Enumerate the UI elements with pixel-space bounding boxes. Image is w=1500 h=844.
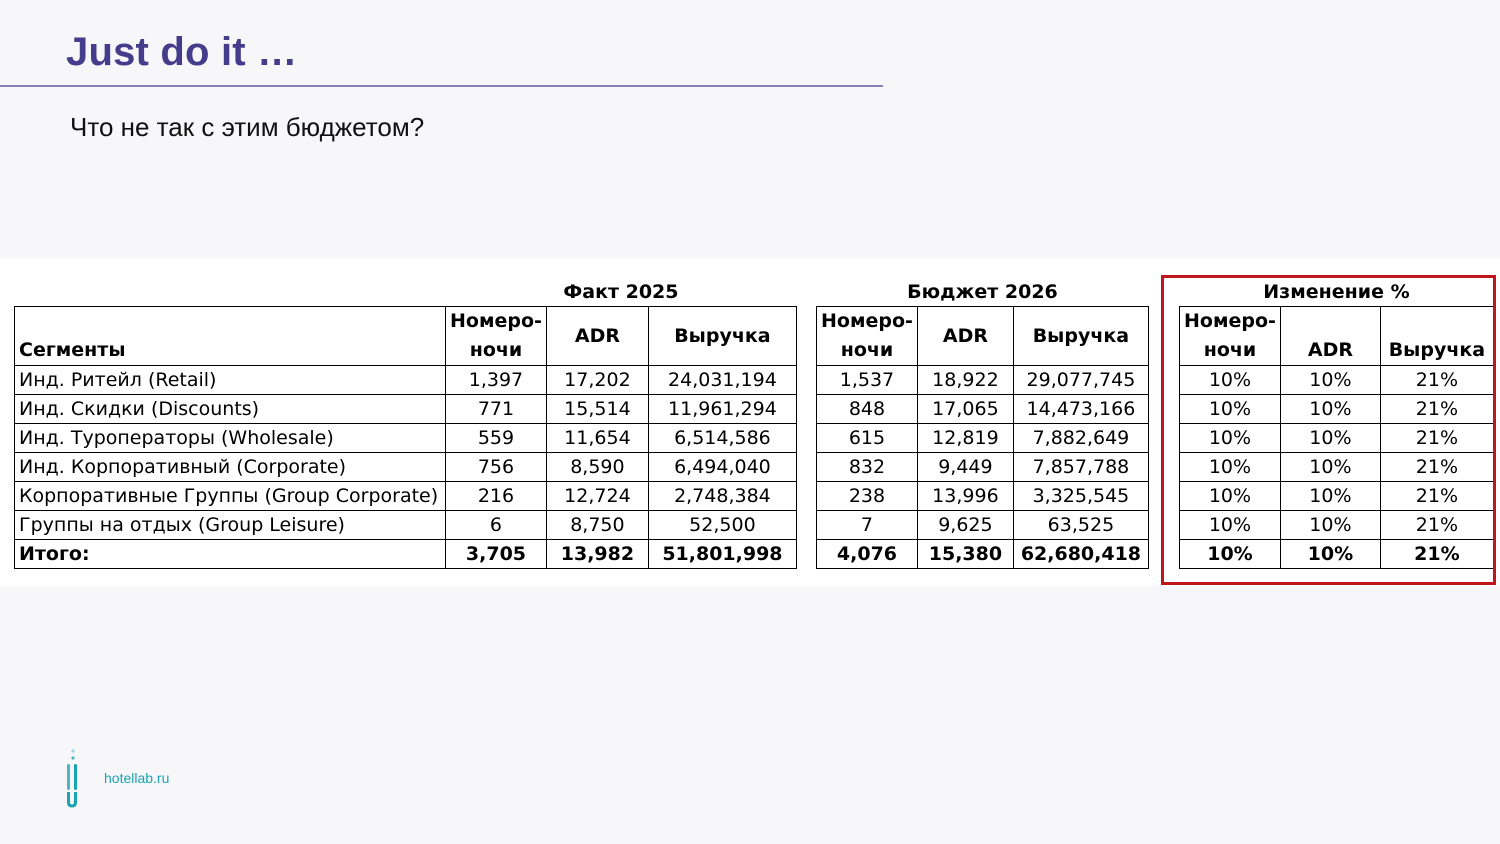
cell-bud-rn: 238 — [817, 482, 918, 511]
cell-ch-rev: 21% — [1380, 424, 1493, 453]
cell-ch-rn: 10% — [1180, 511, 1281, 540]
cell-bud-adr: 13,996 — [917, 482, 1013, 511]
cell-ch-rn: 10% — [1180, 366, 1281, 395]
cell-ch-rev: 21% — [1380, 395, 1493, 424]
table-row — [817, 511, 1149, 540]
slide-subtitle: Что не так с этим бюджетом? — [70, 112, 425, 142]
fact-room-nights-header: Номеро- ночи — [446, 307, 547, 366]
cell-ch-rn: 10% — [1180, 482, 1281, 511]
table-row — [15, 395, 797, 424]
table-row — [817, 424, 1149, 453]
segment-name: Инд. Ритейл (Retail) — [15, 366, 446, 395]
segment-name: Группы на отдых (Group Leisure) — [15, 511, 446, 540]
cell-ch-rev: 21% — [1380, 511, 1493, 540]
table-row — [15, 453, 797, 482]
cell-fact-adr: 8,590 — [546, 453, 648, 482]
slide-title: Just do it … — [66, 30, 298, 74]
cell-ch-adr: 10% — [1280, 395, 1380, 424]
cell-ch-rev: 21% — [1380, 453, 1493, 482]
fact-2025-group-header: Факт 2025 — [563, 281, 679, 303]
budget-2026-rows — [817, 366, 1149, 569]
cell-bud-rev: 7,857,788 — [1013, 453, 1148, 482]
cell-ch-rev: 21% — [1380, 366, 1493, 395]
cell-fact-rev: 52,500 — [648, 511, 796, 540]
table-row — [15, 511, 797, 540]
cell-bud-rev: 63,525 — [1013, 511, 1148, 540]
cell-fact-adr: 17,202 — [546, 366, 648, 395]
cell-ch-adr: 10% — [1280, 482, 1380, 511]
table-row — [817, 395, 1149, 424]
cell-bud-rev: 29,077,745 — [1013, 366, 1148, 395]
cell-bud-adr: 17,065 — [917, 395, 1013, 424]
table-row — [817, 482, 1149, 511]
budget-adr-header: ADR — [917, 307, 1013, 366]
cell-bud-adr: 18,922 — [917, 366, 1013, 395]
cell-ch-rn: 10% — [1180, 453, 1281, 482]
budget-2026-group-header: Бюджет 2026 — [907, 281, 1058, 303]
cell-fact-adr: 11,654 — [546, 424, 648, 453]
total-row — [15, 540, 797, 569]
fact-adr-header: ADR — [546, 307, 648, 366]
segment-name: Инд. Туроператоры (Wholesale) — [15, 424, 446, 453]
cell-fact-rev: 6,494,040 — [648, 453, 796, 482]
cell-ch-rev: 21% — [1380, 482, 1493, 511]
hotellab-logo-icon — [64, 748, 80, 808]
change-highlight-box — [1161, 275, 1496, 585]
cell-ch-rn: 10% — [1180, 424, 1281, 453]
cell-fact-rn: 756 — [446, 453, 547, 482]
cell-bud-rev: 14,473,166 — [1013, 395, 1148, 424]
cell-fact-adr: 12,724 — [546, 482, 648, 511]
cell-bud-adr: 9,449 — [917, 453, 1013, 482]
cell-ch-rev: 21% — [1380, 540, 1493, 569]
budget-revenue-header: Выручка — [1013, 307, 1148, 366]
budget-2026-table — [816, 278, 1149, 569]
cell-fact-rev: 2,748,384 — [648, 482, 796, 511]
cell-fact-rn: 1,397 — [446, 366, 547, 395]
cell-fact-rev: 24,031,194 — [648, 366, 796, 395]
cell-bud-adr: 12,819 — [917, 424, 1013, 453]
cell-fact-rev: 11,961,294 — [648, 395, 796, 424]
footer-website: hotellab.ru — [104, 770, 170, 786]
table-row — [15, 366, 797, 395]
cell-bud-rn: 7 — [817, 511, 918, 540]
total-row — [817, 540, 1149, 569]
segments-header: Сегменты — [15, 307, 446, 366]
change-revenue-header: Выручка — [1380, 307, 1493, 366]
title-divider — [0, 85, 883, 87]
cell-bud-adr: 15,380 — [917, 540, 1013, 569]
segment-name: Итого: — [15, 540, 446, 569]
segment-name: Инд. Корпоративный (Corporate) — [15, 453, 446, 482]
table-row — [15, 482, 797, 511]
cell-bud-adr: 9,625 — [917, 511, 1013, 540]
cell-fact-rn: 3,705 — [446, 540, 547, 569]
table-row — [817, 453, 1149, 482]
fact-2025-rows — [15, 366, 797, 569]
segment-name: Инд. Скидки (Discounts) — [15, 395, 446, 424]
cell-bud-rev: 62,680,418 — [1013, 540, 1148, 569]
cell-fact-adr: 15,514 — [546, 395, 648, 424]
cell-fact-rn: 559 — [446, 424, 547, 453]
cell-bud-rn: 1,537 — [817, 366, 918, 395]
fact-revenue-header: Выручка — [648, 307, 796, 366]
cell-ch-adr: 10% — [1280, 540, 1380, 569]
cell-bud-rn: 615 — [817, 424, 918, 453]
cell-fact-rn: 6 — [446, 511, 547, 540]
table-row — [15, 424, 797, 453]
cell-fact-rn: 216 — [446, 482, 547, 511]
cell-ch-adr: 10% — [1280, 366, 1380, 395]
change-group-header: Изменение % — [1263, 281, 1410, 303]
cell-ch-adr: 10% — [1280, 453, 1380, 482]
segment-name: Корпоративные Группы (Group Corporate) — [15, 482, 446, 511]
table-row — [817, 366, 1149, 395]
cell-ch-adr: 10% — [1280, 511, 1380, 540]
cell-ch-rn: 10% — [1180, 395, 1281, 424]
cell-fact-adr: 8,750 — [546, 511, 648, 540]
cell-fact-rev: 51,801,998 — [648, 540, 796, 569]
cell-ch-adr: 10% — [1280, 424, 1380, 453]
cell-bud-rn: 848 — [817, 395, 918, 424]
cell-bud-rn: 4,076 — [817, 540, 918, 569]
fact-2025-table — [14, 278, 797, 569]
cell-fact-rev: 6,514,586 — [648, 424, 796, 453]
cell-fact-adr: 13,982 — [546, 540, 648, 569]
change-room-nights-header: Номеро- ночи — [1180, 307, 1281, 366]
change-adr-header: ADR — [1280, 307, 1380, 366]
cell-bud-rev: 7,882,649 — [1013, 424, 1148, 453]
cell-bud-rn: 832 — [817, 453, 918, 482]
cell-ch-rn: 10% — [1180, 540, 1281, 569]
cell-fact-rn: 771 — [446, 395, 547, 424]
budget-room-nights-header: Номеро- ночи — [817, 307, 918, 366]
cell-bud-rev: 3,325,545 — [1013, 482, 1148, 511]
